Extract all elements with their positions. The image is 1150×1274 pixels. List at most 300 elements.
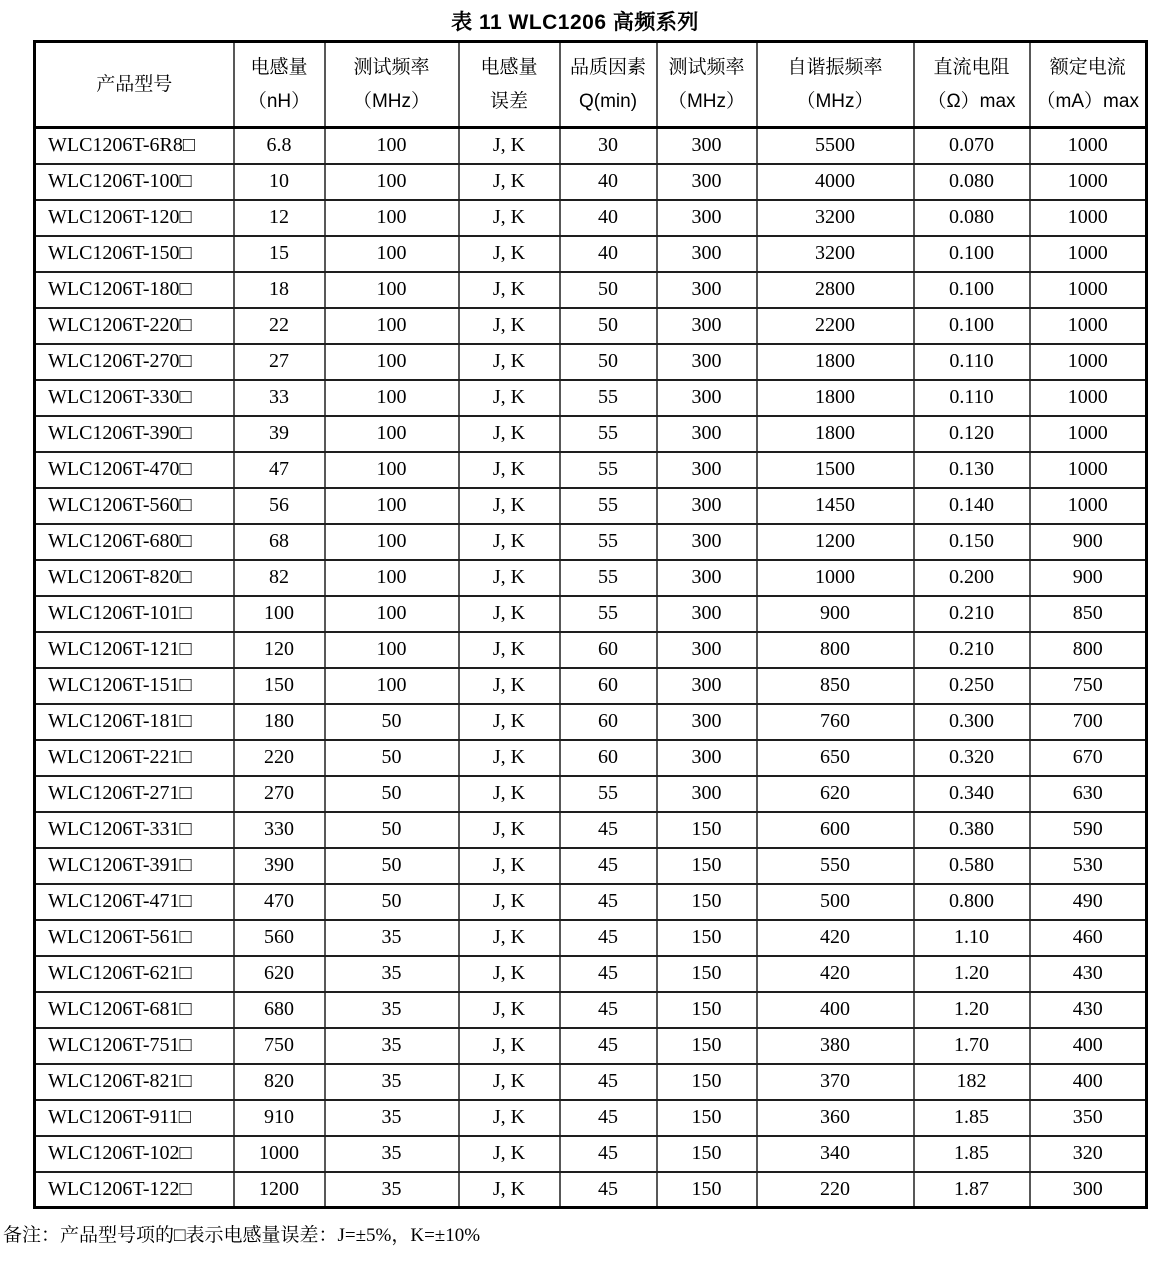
table-row xyxy=(35,380,1147,416)
part-number-cell: WLC1206T-270□ xyxy=(35,344,234,380)
spec-value-cell: 800 xyxy=(757,632,914,668)
spec-value-cell: 1.85 xyxy=(914,1100,1030,1136)
spec-value-cell: 1.20 xyxy=(914,992,1030,1028)
column-header-rated-current xyxy=(1030,42,1147,128)
spec-value-cell: 1800 xyxy=(757,380,914,416)
spec-value-cell: 0.100 xyxy=(914,272,1030,308)
spec-value-cell: 1800 xyxy=(757,344,914,380)
spec-value-cell: 100 xyxy=(325,272,459,308)
spec-value-cell: 100 xyxy=(325,380,459,416)
spec-value-cell: 68 xyxy=(234,524,325,560)
spec-value-cell: 35 xyxy=(325,1136,459,1172)
spec-value-cell: 300 xyxy=(657,236,757,272)
spec-value-cell: J, K xyxy=(459,884,560,920)
column-header-quality-factor xyxy=(560,42,657,128)
spec-value-cell: 55 xyxy=(560,776,657,812)
spec-value-cell: 50 xyxy=(560,272,657,308)
spec-value-cell: 50 xyxy=(325,848,459,884)
spec-value-cell: J, K xyxy=(459,1136,560,1172)
spec-value-cell: 0.210 xyxy=(914,596,1030,632)
spec-value-cell: 0.250 xyxy=(914,668,1030,704)
spec-value-cell: 300 xyxy=(657,272,757,308)
spec-value-cell: 0.100 xyxy=(914,236,1030,272)
spec-value-cell: 22 xyxy=(234,308,325,344)
spec-value-cell: 50 xyxy=(325,740,459,776)
spec-value-cell: 120 xyxy=(234,632,325,668)
table-row xyxy=(35,632,1147,668)
spec-value-cell: J, K xyxy=(459,740,560,776)
spec-value-cell: 0.380 xyxy=(914,812,1030,848)
column-header-self-resonant-frequency xyxy=(757,42,914,128)
table-row xyxy=(35,344,1147,380)
spec-value-cell: 370 xyxy=(757,1064,914,1100)
spec-value-cell: J, K xyxy=(459,416,560,452)
spec-value-cell: 55 xyxy=(560,416,657,452)
part-number-cell: WLC1206T-221□ xyxy=(35,740,234,776)
spec-value-cell: 1000 xyxy=(1030,200,1147,236)
spec-value-cell: 1.10 xyxy=(914,920,1030,956)
spec-value-cell: J, K xyxy=(459,668,560,704)
table-row xyxy=(35,308,1147,344)
spec-value-cell: J, K xyxy=(459,632,560,668)
spec-value-cell: 300 xyxy=(657,776,757,812)
spec-value-cell: 590 xyxy=(1030,812,1147,848)
table-row xyxy=(35,416,1147,452)
column-header-dc-resistance xyxy=(914,42,1030,128)
spec-value-cell: 0.080 xyxy=(914,200,1030,236)
spec-value-cell: 5500 xyxy=(757,128,914,164)
spec-value-cell: 56 xyxy=(234,488,325,524)
spec-value-cell: 0.300 xyxy=(914,704,1030,740)
table-row xyxy=(35,488,1147,524)
header-unit: （MHz） xyxy=(352,90,431,112)
spec-value-cell: 1000 xyxy=(1030,308,1147,344)
spec-value-cell: J, K xyxy=(459,524,560,560)
spec-value-cell: 0.210 xyxy=(914,632,1030,668)
spec-value-cell: 1000 xyxy=(1030,452,1147,488)
spec-value-cell: J, K xyxy=(459,776,560,812)
spec-value-cell: 100 xyxy=(325,524,459,560)
spec-value-cell: 300 xyxy=(657,668,757,704)
spec-value-cell: J, K xyxy=(459,164,560,200)
spec-value-cell: 35 xyxy=(325,1028,459,1064)
spec-value-cell: 560 xyxy=(234,920,325,956)
part-number-cell: WLC1206T-100□ xyxy=(35,164,234,200)
spec-value-cell: 35 xyxy=(325,1100,459,1136)
spec-value-cell: 0.100 xyxy=(914,308,1030,344)
spec-value-cell: 750 xyxy=(1030,668,1147,704)
spec-value-cell: 150 xyxy=(657,1172,757,1208)
spec-value-cell: 1000 xyxy=(1030,380,1147,416)
table-row xyxy=(35,1136,1147,1172)
spec-value-cell: 150 xyxy=(657,1028,757,1064)
spec-value-cell: 35 xyxy=(325,1064,459,1100)
spec-value-cell: 220 xyxy=(234,740,325,776)
spec-value-cell: 360 xyxy=(757,1100,914,1136)
spec-value-cell: J, K xyxy=(459,452,560,488)
spec-value-cell: J, K xyxy=(459,236,560,272)
spec-value-cell: 100 xyxy=(325,128,459,164)
spec-value-cell: J, K xyxy=(459,1100,560,1136)
spec-value-cell: 1000 xyxy=(757,560,914,596)
spec-value-cell: 3200 xyxy=(757,200,914,236)
spec-value-cell: 47 xyxy=(234,452,325,488)
table-row xyxy=(35,920,1147,956)
spec-value-cell: 45 xyxy=(560,1136,657,1172)
table-body xyxy=(35,128,1147,1208)
spec-value-cell: J, K xyxy=(459,848,560,884)
part-number-cell: WLC1206T-151□ xyxy=(35,668,234,704)
spec-value-cell: 100 xyxy=(325,200,459,236)
spec-value-cell: 900 xyxy=(757,596,914,632)
spec-value-cell: 50 xyxy=(325,704,459,740)
table-row xyxy=(35,524,1147,560)
part-number-cell: WLC1206T-122□ xyxy=(35,1172,234,1208)
spec-value-cell: 45 xyxy=(560,1100,657,1136)
spec-value-cell: J, K xyxy=(459,344,560,380)
table-row xyxy=(35,200,1147,236)
part-number-cell: WLC1206T-220□ xyxy=(35,308,234,344)
table-row xyxy=(35,1172,1147,1208)
spec-value-cell: 0.120 xyxy=(914,416,1030,452)
table-title: 表 11 WLC1206 高频系列 xyxy=(451,11,699,34)
header-label: 额定电流 xyxy=(1049,56,1126,78)
spec-value-cell: 1200 xyxy=(234,1172,325,1208)
spec-value-cell: 320 xyxy=(1030,1136,1147,1172)
spec-value-cell: 300 xyxy=(657,740,757,776)
spec-value-cell: J, K xyxy=(459,992,560,1028)
table-row xyxy=(35,596,1147,632)
spec-value-cell: 15 xyxy=(234,236,325,272)
spec-value-cell: 150 xyxy=(234,668,325,704)
spec-value-cell: 60 xyxy=(560,632,657,668)
spec-value-cell: 0.130 xyxy=(914,452,1030,488)
spec-value-cell: 270 xyxy=(234,776,325,812)
header-unit: （Ω）max xyxy=(927,90,1016,112)
spec-value-cell: 0.200 xyxy=(914,560,1030,596)
spec-value-cell: 150 xyxy=(657,920,757,956)
spec-value-cell: 100 xyxy=(325,668,459,704)
spec-value-cell: 40 xyxy=(560,236,657,272)
part-number-cell: WLC1206T-390□ xyxy=(35,416,234,452)
table-row xyxy=(35,128,1147,164)
spec-value-cell: 300 xyxy=(657,308,757,344)
spec-value-cell: J, K xyxy=(459,596,560,632)
spec-value-cell: 1000 xyxy=(1030,128,1147,164)
spec-value-cell: 2200 xyxy=(757,308,914,344)
spec-value-cell: 82 xyxy=(234,560,325,596)
spec-value-cell: 600 xyxy=(757,812,914,848)
spec-value-cell: 420 xyxy=(757,956,914,992)
spec-value-cell: 45 xyxy=(560,920,657,956)
spec-value-cell: 35 xyxy=(325,956,459,992)
part-number-cell: WLC1206T-470□ xyxy=(35,452,234,488)
header-unit: （MHz） xyxy=(796,90,874,112)
table-row xyxy=(35,992,1147,1028)
spec-value-cell: 0.150 xyxy=(914,524,1030,560)
spec-value-cell: 55 xyxy=(560,524,657,560)
header-label: 自谐振频率 xyxy=(787,56,883,78)
spec-value-cell: 630 xyxy=(1030,776,1147,812)
spec-value-cell: 300 xyxy=(657,704,757,740)
spec-value-cell: 100 xyxy=(325,560,459,596)
spec-value-cell: 100 xyxy=(234,596,325,632)
spec-value-cell: 850 xyxy=(1030,596,1147,632)
spec-value-cell: J, K xyxy=(459,272,560,308)
table-row xyxy=(35,956,1147,992)
spec-value-cell: 340 xyxy=(757,1136,914,1172)
part-number-cell: WLC1206T-180□ xyxy=(35,272,234,308)
spec-value-cell: 1.70 xyxy=(914,1028,1030,1064)
spec-value-cell: 400 xyxy=(757,992,914,1028)
table-row xyxy=(35,812,1147,848)
spec-value-cell: 60 xyxy=(560,704,657,740)
spec-value-cell: 400 xyxy=(1030,1028,1147,1064)
spec-value-cell: J, K xyxy=(459,308,560,344)
spec-value-cell: 50 xyxy=(560,308,657,344)
table-row xyxy=(35,884,1147,920)
spec-value-cell: 420 xyxy=(757,920,914,956)
spec-value-cell: 45 xyxy=(560,956,657,992)
header-label: 测试频率 xyxy=(668,56,745,78)
spec-value-cell: 33 xyxy=(234,380,325,416)
spec-value-cell: 750 xyxy=(234,1028,325,1064)
spec-value-cell: J, K xyxy=(459,1028,560,1064)
spec-value-cell: 100 xyxy=(325,596,459,632)
spec-value-cell: 0.320 xyxy=(914,740,1030,776)
header-label: 直流电阻 xyxy=(933,56,1010,78)
spec-value-cell: 12 xyxy=(234,200,325,236)
spec-value-cell: 680 xyxy=(234,992,325,1028)
header-unit: （MHz） xyxy=(667,90,746,112)
spec-value-cell: 150 xyxy=(657,956,757,992)
spec-value-cell: 100 xyxy=(325,488,459,524)
spec-value-cell: 150 xyxy=(657,1064,757,1100)
spec-value-cell: 700 xyxy=(1030,704,1147,740)
column-header-inductance-tolerance xyxy=(459,42,560,128)
spec-value-cell: 300 xyxy=(657,488,757,524)
part-number-cell: WLC1206T-681□ xyxy=(35,992,234,1028)
spec-value-cell: 50 xyxy=(325,776,459,812)
spec-value-cell: 40 xyxy=(560,164,657,200)
spec-value-cell: 460 xyxy=(1030,920,1147,956)
spec-value-cell: 620 xyxy=(234,956,325,992)
header-unit: Q(min) xyxy=(578,90,638,112)
spec-value-cell: 850 xyxy=(757,668,914,704)
part-number-cell: WLC1206T-621□ xyxy=(35,956,234,992)
spec-value-cell: J, K xyxy=(459,128,560,164)
footnote: 备注：产品型号项的□表示电感量误差：J=±5%，K=±10% xyxy=(3,1225,481,1246)
header-label: 测试频率 xyxy=(353,56,430,78)
spec-value-cell: 150 xyxy=(657,1136,757,1172)
spec-value-cell: 470 xyxy=(234,884,325,920)
table-row xyxy=(35,1028,1147,1064)
spec-value-cell: J, K xyxy=(459,920,560,956)
spec-value-cell: 40 xyxy=(560,200,657,236)
spec-value-cell: 55 xyxy=(560,596,657,632)
spec-value-cell: J, K xyxy=(459,380,560,416)
spec-value-cell: 150 xyxy=(657,992,757,1028)
spec-value-cell: 45 xyxy=(560,812,657,848)
spec-value-cell: 100 xyxy=(325,632,459,668)
spec-value-cell: 0.070 xyxy=(914,128,1030,164)
table-row xyxy=(35,236,1147,272)
table-row xyxy=(35,668,1147,704)
part-number-cell: WLC1206T-121□ xyxy=(35,632,234,668)
spec-value-cell: 1000 xyxy=(234,1136,325,1172)
spec-value-cell: 45 xyxy=(560,992,657,1028)
table-row xyxy=(35,560,1147,596)
spec-value-cell: 45 xyxy=(560,848,657,884)
table-header xyxy=(35,42,1147,128)
spec-value-cell: 300 xyxy=(657,164,757,200)
part-number-cell: WLC1206T-680□ xyxy=(35,524,234,560)
spec-value-cell: 300 xyxy=(657,344,757,380)
part-number-cell: WLC1206T-271□ xyxy=(35,776,234,812)
spec-value-cell: 0.080 xyxy=(914,164,1030,200)
header-unit: （mA）max xyxy=(1036,90,1139,112)
spec-value-cell: 1500 xyxy=(757,452,914,488)
table-row xyxy=(35,272,1147,308)
spec-value-cell: 1000 xyxy=(1030,272,1147,308)
spec-value-cell: 100 xyxy=(325,308,459,344)
part-number-cell: WLC1206T-911□ xyxy=(35,1100,234,1136)
spec-value-cell: 1000 xyxy=(1030,416,1147,452)
spec-value-cell: 45 xyxy=(560,1064,657,1100)
spec-value-cell: 650 xyxy=(757,740,914,776)
spec-value-cell: 0.110 xyxy=(914,380,1030,416)
spec-value-cell: 45 xyxy=(560,1172,657,1208)
spec-value-cell: 430 xyxy=(1030,956,1147,992)
part-number-cell: WLC1206T-391□ xyxy=(35,848,234,884)
table-row xyxy=(35,1064,1147,1100)
spec-value-cell: J, K xyxy=(459,956,560,992)
header-label: 电感量 xyxy=(250,56,308,78)
spec-value-cell: 45 xyxy=(560,1028,657,1064)
spec-value-cell: 55 xyxy=(560,560,657,596)
spec-value-cell: 1000 xyxy=(1030,164,1147,200)
table-row xyxy=(35,704,1147,740)
header-unit: （nH） xyxy=(247,90,311,112)
header-label: 产品型号 xyxy=(96,73,173,95)
spec-value-cell: 0.800 xyxy=(914,884,1030,920)
spec-value-cell: 910 xyxy=(234,1100,325,1136)
spec-value-cell: J, K xyxy=(459,488,560,524)
spec-value-cell: 300 xyxy=(657,632,757,668)
part-number-cell: WLC1206T-820□ xyxy=(35,560,234,596)
part-number-cell: WLC1206T-6R8□ xyxy=(35,128,234,164)
spec-value-cell: 1.20 xyxy=(914,956,1030,992)
spec-value-cell: 150 xyxy=(657,1100,757,1136)
spec-value-cell: 0.340 xyxy=(914,776,1030,812)
spec-value-cell: 300 xyxy=(657,596,757,632)
part-number-cell: WLC1206T-751□ xyxy=(35,1028,234,1064)
spec-value-cell: 0.580 xyxy=(914,848,1030,884)
spec-value-cell: 300 xyxy=(657,560,757,596)
spec-value-cell: J, K xyxy=(459,560,560,596)
spec-value-cell: 3200 xyxy=(757,236,914,272)
spec-value-cell: 1000 xyxy=(1030,236,1147,272)
part-number-cell: WLC1206T-560□ xyxy=(35,488,234,524)
spec-value-cell: J, K xyxy=(459,1172,560,1208)
part-number-cell: WLC1206T-471□ xyxy=(35,884,234,920)
spec-value-cell: J, K xyxy=(459,200,560,236)
spec-value-cell: 10 xyxy=(234,164,325,200)
spec-value-cell: 27 xyxy=(234,344,325,380)
spec-value-cell: 380 xyxy=(757,1028,914,1064)
spec-value-cell: 900 xyxy=(1030,524,1147,560)
column-header-model xyxy=(35,42,234,128)
column-header-test-frequency-l xyxy=(325,42,459,128)
spec-value-cell: 1800 xyxy=(757,416,914,452)
spec-value-cell: 55 xyxy=(560,452,657,488)
spec-table xyxy=(33,40,1148,1209)
spec-value-cell: 400 xyxy=(1030,1064,1147,1100)
spec-value-cell: 2800 xyxy=(757,272,914,308)
column-header-test-frequency-q xyxy=(657,42,757,128)
spec-value-cell: 800 xyxy=(1030,632,1147,668)
spec-value-cell: 490 xyxy=(1030,884,1147,920)
table-row xyxy=(35,452,1147,488)
spec-value-cell: 1000 xyxy=(1030,488,1147,524)
spec-value-cell: 100 xyxy=(325,416,459,452)
spec-value-cell: 182 xyxy=(914,1064,1030,1100)
part-number-cell: WLC1206T-120□ xyxy=(35,200,234,236)
spec-value-cell: 300 xyxy=(1030,1172,1147,1208)
column-header-inductance xyxy=(234,42,325,128)
spec-value-cell: 820 xyxy=(234,1064,325,1100)
spec-value-cell: 1200 xyxy=(757,524,914,560)
spec-value-cell: 1450 xyxy=(757,488,914,524)
part-number-cell: WLC1206T-330□ xyxy=(35,380,234,416)
spec-value-cell: 500 xyxy=(757,884,914,920)
spec-value-cell: 50 xyxy=(325,812,459,848)
table-row xyxy=(35,1100,1147,1136)
spec-value-cell: 300 xyxy=(657,452,757,488)
spec-value-cell: J, K xyxy=(459,1064,560,1100)
part-number-cell: WLC1206T-821□ xyxy=(35,1064,234,1100)
spec-value-cell: 1000 xyxy=(1030,344,1147,380)
spec-value-cell: 180 xyxy=(234,704,325,740)
header-unit: 误差 xyxy=(489,90,528,112)
spec-value-cell: 18 xyxy=(234,272,325,308)
spec-value-cell: 35 xyxy=(325,920,459,956)
header-row xyxy=(35,42,1147,128)
spec-value-cell: 0.110 xyxy=(914,344,1030,380)
spec-value-cell: J, K xyxy=(459,812,560,848)
spec-value-cell: 220 xyxy=(757,1172,914,1208)
spec-value-cell: 60 xyxy=(560,740,657,776)
spec-value-cell: 6.8 xyxy=(234,128,325,164)
spec-value-cell: 430 xyxy=(1030,992,1147,1028)
part-number-cell: WLC1206T-561□ xyxy=(35,920,234,956)
header-label: 电感量 xyxy=(480,56,538,78)
table-row xyxy=(35,164,1147,200)
spec-value-cell: 100 xyxy=(325,164,459,200)
table-row xyxy=(35,848,1147,884)
spec-value-cell: 60 xyxy=(560,668,657,704)
spec-value-cell: 620 xyxy=(757,776,914,812)
spec-value-cell: 1.87 xyxy=(914,1172,1030,1208)
header-label: 品质因素 xyxy=(569,56,646,78)
spec-value-cell: 350 xyxy=(1030,1100,1147,1136)
spec-value-cell: 50 xyxy=(325,884,459,920)
spec-value-cell: J, K xyxy=(459,704,560,740)
part-number-cell: WLC1206T-181□ xyxy=(35,704,234,740)
spec-value-cell: 0.140 xyxy=(914,488,1030,524)
spec-value-cell: 35 xyxy=(325,1172,459,1208)
spec-value-cell: 50 xyxy=(560,344,657,380)
